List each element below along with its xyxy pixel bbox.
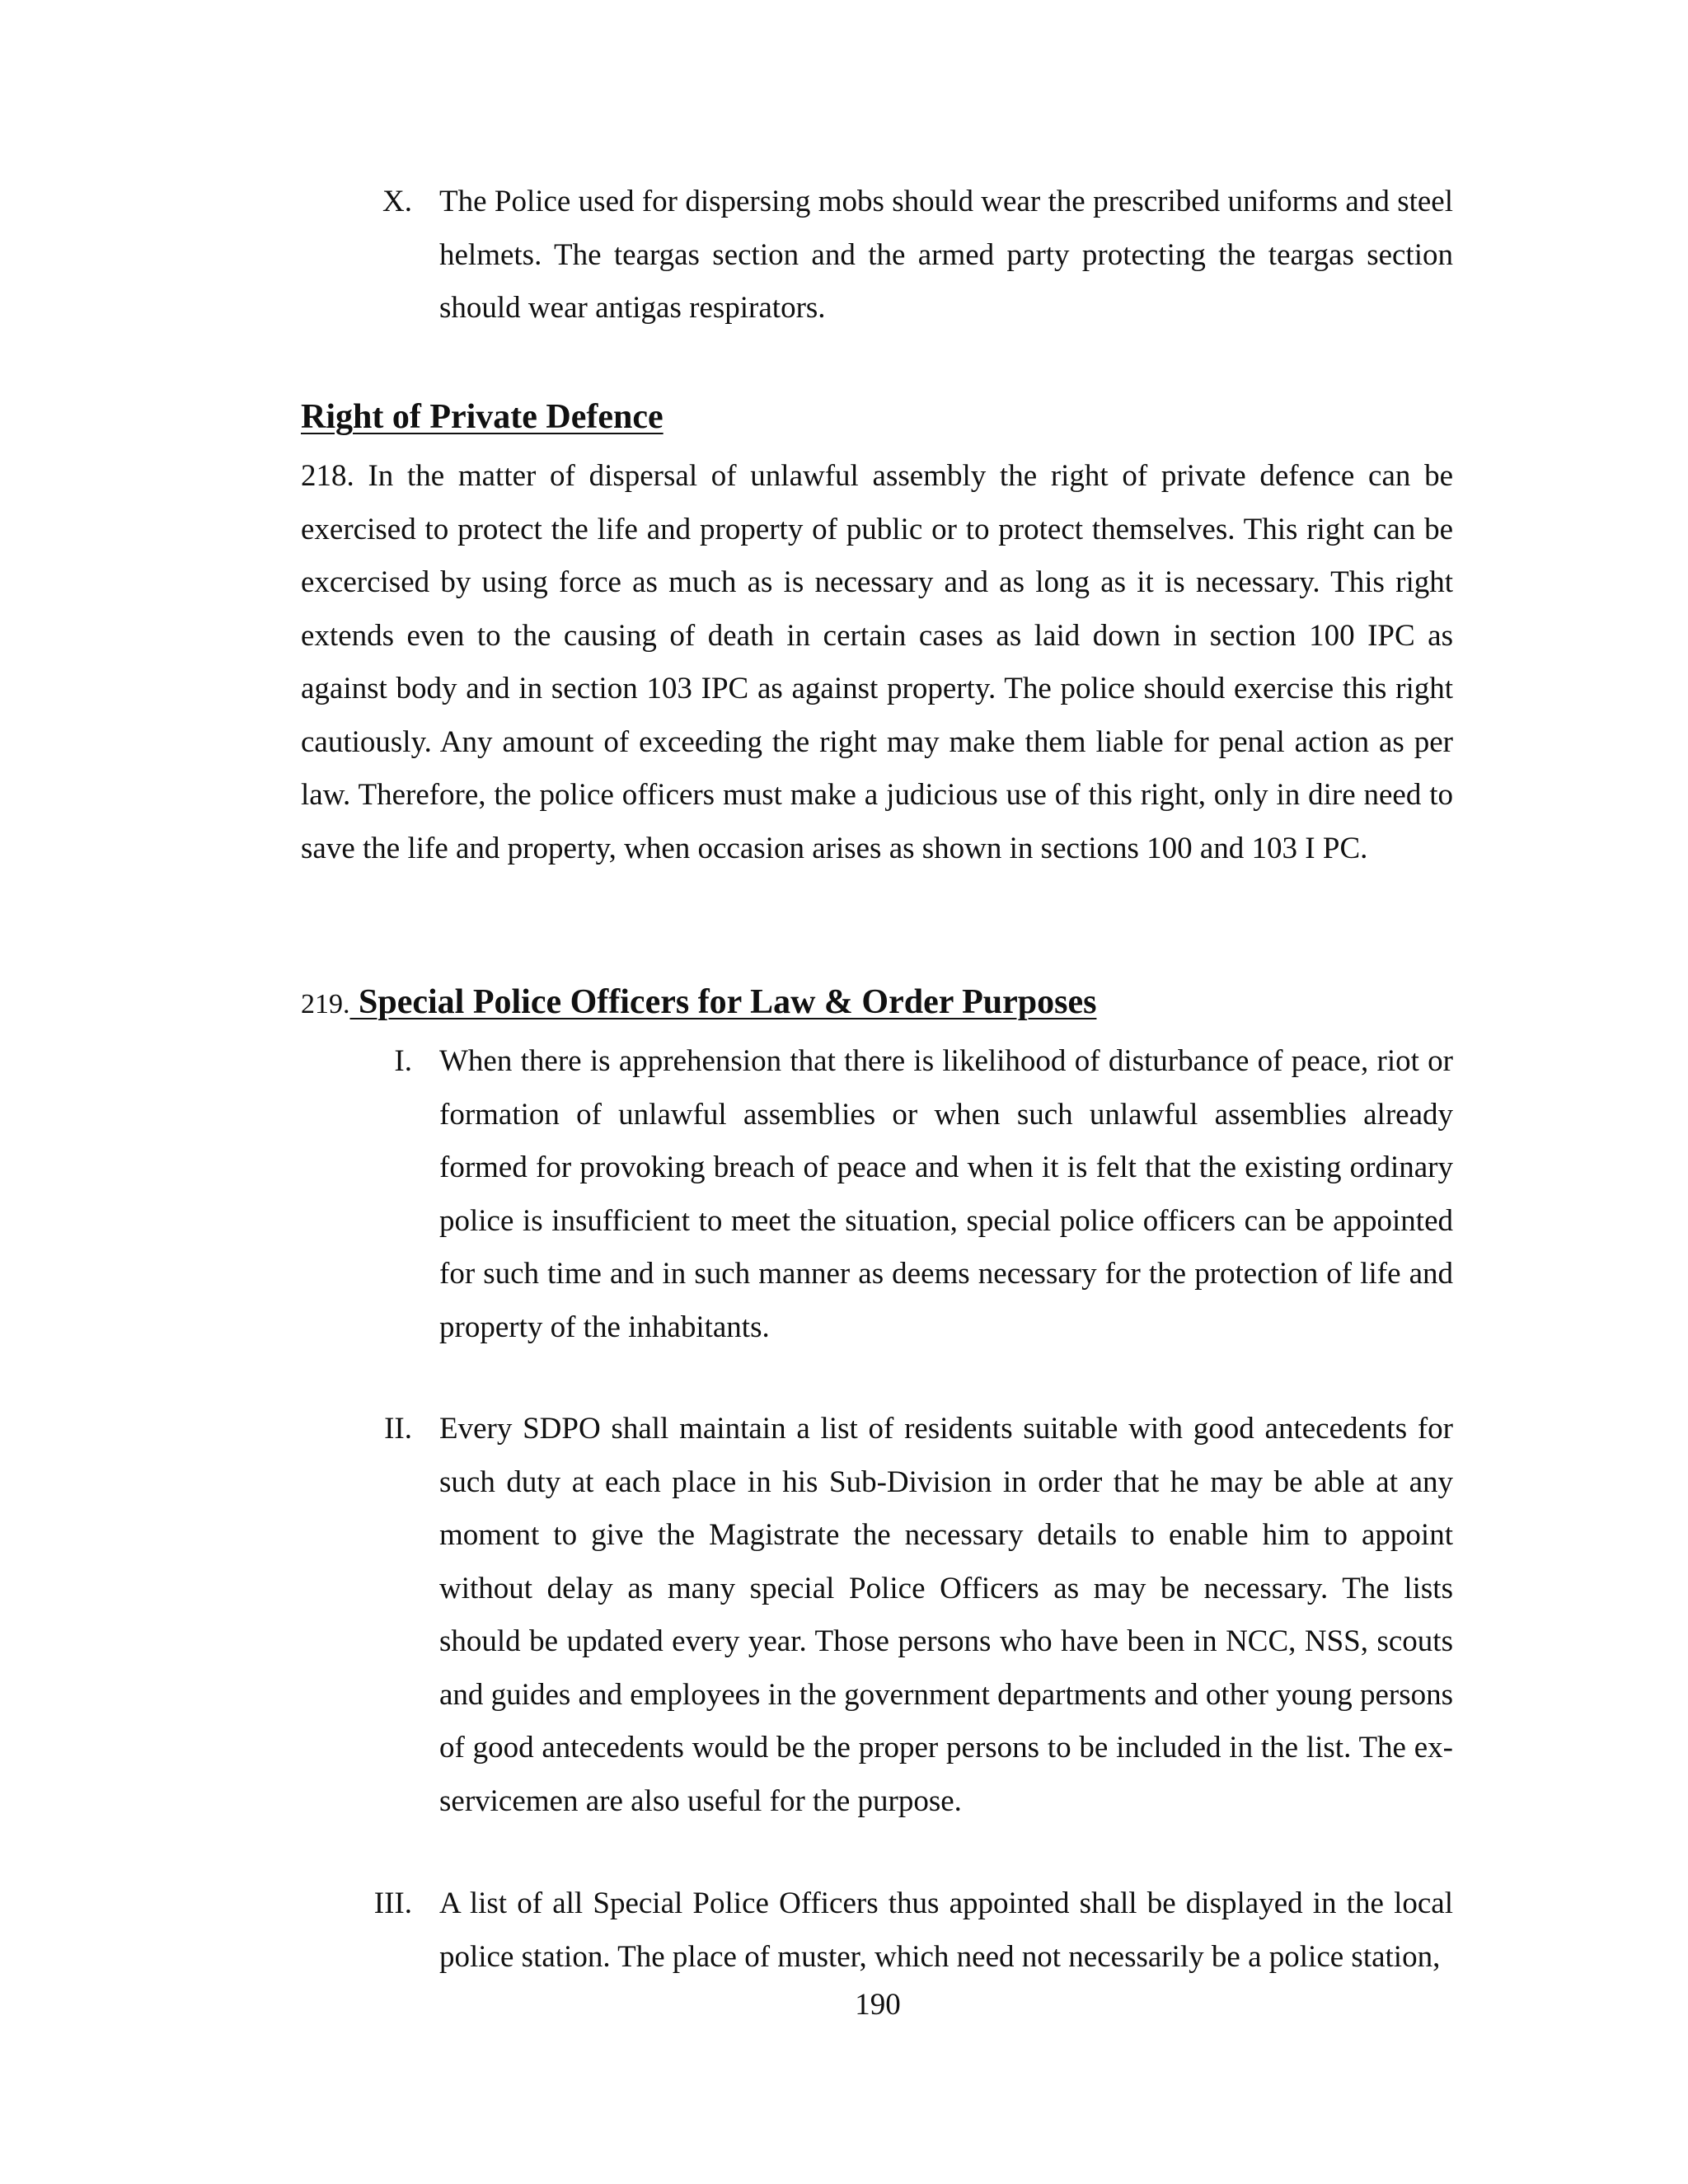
list-item-number: II. <box>384 1412 412 1446</box>
list-item-text: Every SDPO shall maintain a list of residents suitable with good antecedents for such duty at each place in his Sub-Division in order that he may be able at any moment to give the Magistrate the necessary details to enable him to appoint without delay as many special Police Officers as may be necessary. The lists should be updated every year. Those persons who have been in NCC, NSS, scouts and guides and employees in the government departments and other young persons of good antecedents would be the proper persons to be included in the list. The ex-servicemen are also useful for the purpose. <box>439 1412 1453 1818</box>
list-item-text: A list of all Special Police Officers thus appointed shall be displayed in the local police station. The place of muster, which need not necessarily be a police station, <box>439 1886 1453 1974</box>
paragraph-218: 218. In the matter of dispersal of unlawful assembly the right of private defence can be exercised to protect the life and property of public or to protect themselves. This right can be excercised by using force as much as is necessary and as long as it is necessary. This right extends even to the causing of death in certain cases as laid down in section 100 IPC as against body and in section 103 IPC as against property. The police should exercise this right cautiously. Any amount of exceeding the right may make them liable for penal action as per law. Therefore, the police officers must make a judicious use of this right, only in dire need to save the life and property, when occasion arises as shown in sections 100 and 103 I PC. <box>301 459 1453 865</box>
section-title: Special Police Officers for Law & Order Purposes <box>349 983 1097 1021</box>
page-number: 190 <box>855 1988 901 2022</box>
list-item-text: The Police used for dispersing mobs should wear the prescribed uniforms and steel helmets. The teargas section and the armed party protecting the teargas section should wear antigas respirators. <box>439 185 1453 325</box>
section-heading-special-police <box>301 982 1096 1030</box>
list-item-number: I. <box>394 1044 412 1078</box>
section-number: 219. <box>301 989 350 1019</box>
list-item-number: III. <box>373 1886 412 1920</box>
list-item-text: When there is apprehension that there is likelihood of disturbance of peace, riot or formation of unlawful assemblies or when such unlawful assemblies already formed for provoking breach of peace and when it is felt that the existing ordinary police is insufficient to meet the situation, special police officers can be appointed for such time and in such manner as deems necessary for the protection of life and property of the inhabitants. <box>439 1044 1453 1344</box>
section-heading-private-defence: Right of Private Defence <box>301 398 663 436</box>
list-item-number: X. <box>382 185 412 218</box>
